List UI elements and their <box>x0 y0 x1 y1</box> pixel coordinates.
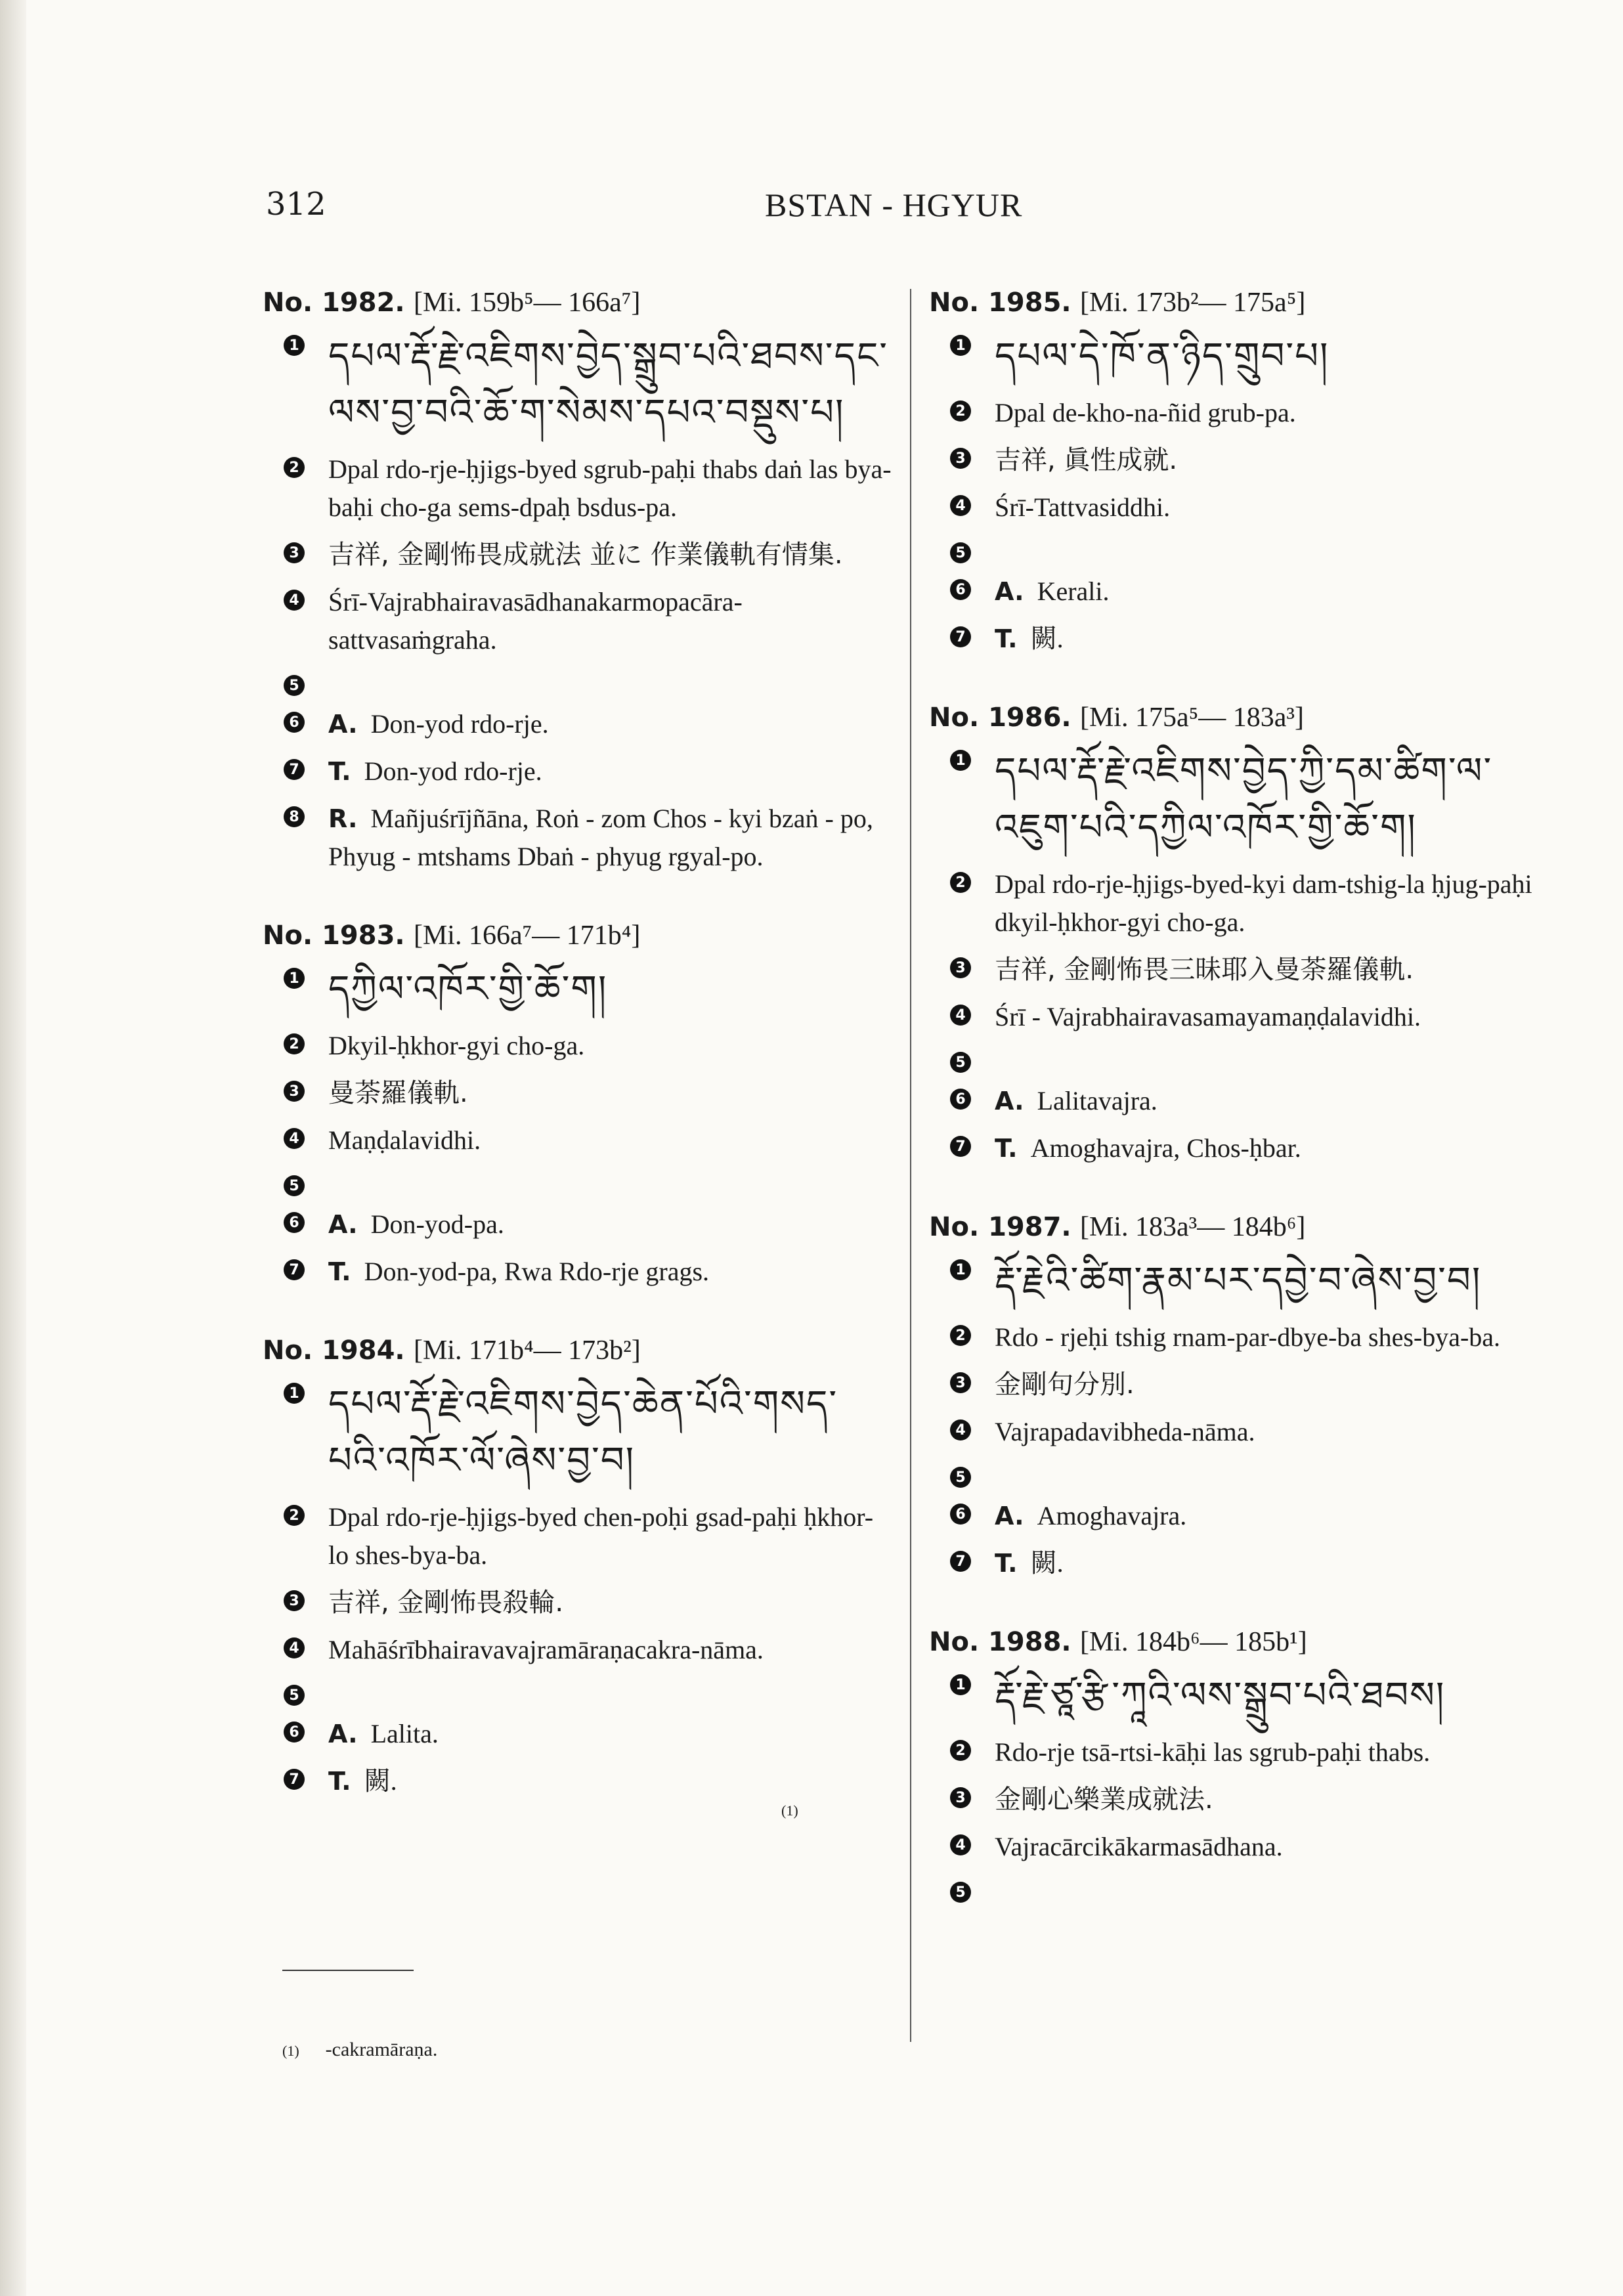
entry-field <box>263 1631 893 1669</box>
attribution-value: Don-yod rdo-rje. <box>370 709 549 739</box>
entry-field <box>263 705 893 743</box>
entry-field <box>263 1205 893 1244</box>
field-number-badge: 7 <box>950 1551 971 1572</box>
field-number-badge: 6 <box>284 712 305 733</box>
transliteration-text: Maṇḍalavidhi. <box>328 1125 481 1155</box>
field-number-badge: 4 <box>950 1005 971 1026</box>
entry-field <box>929 488 1559 527</box>
entry-field <box>929 1253 1559 1309</box>
folio-reference: [Mi. 159b⁵— 166a⁷] <box>413 288 641 318</box>
entry-heading <box>929 282 1559 328</box>
footnote-mark: (1) <box>282 2043 299 2059</box>
field-number-badge: 2 <box>950 1740 971 1761</box>
field-number-badge: 4 <box>950 1834 971 1855</box>
attribution-value: Amoghavajra. <box>1037 1501 1187 1530</box>
entry-field <box>263 800 893 876</box>
field-number-badge: 4 <box>284 590 305 611</box>
entry-field <box>263 1498 893 1574</box>
transliteration-text: Rdo - rjeḥi tshig rnam-par-dbye-ba shes-bya-ba. <box>995 1322 1501 1352</box>
entry-field <box>929 951 1559 989</box>
attribution-text <box>995 573 1559 611</box>
field-number-badge: 6 <box>950 1504 971 1525</box>
field-number-badge: 3 <box>284 1590 305 1611</box>
field-number-badge: 2 <box>950 1325 971 1346</box>
folio-reference: [Mi. 184b⁶— 185b¹] <box>1079 1627 1307 1657</box>
field-number-badge: 1 <box>950 1674 971 1695</box>
catalog-entry <box>263 282 893 876</box>
attribution-label: A. <box>328 1720 358 1748</box>
field-number-badge: 3 <box>284 542 305 563</box>
field-number-badge: 3 <box>950 1372 971 1393</box>
field-number-badge: 4 <box>950 1419 971 1440</box>
entry-field <box>263 668 893 696</box>
entry-field <box>263 1121 893 1159</box>
entry-field <box>929 1875 1559 1903</box>
transliteration-text: Mahāśrībhairavavajramāraṇacakra-nāma. <box>328 1635 764 1664</box>
attribution-label: T. <box>328 1257 351 1286</box>
attribution-value: Don-yod rdo-rje. <box>364 756 542 786</box>
entry-field <box>929 573 1559 611</box>
attribution-label: A. <box>995 577 1024 606</box>
entry-field <box>263 1715 893 1753</box>
attribution-text <box>328 1205 893 1244</box>
attribution-label: T. <box>995 624 1018 653</box>
footnote <box>282 2039 437 2061</box>
folio-reference: [Mi. 175a⁵— 183a³] <box>1079 703 1304 733</box>
entry-field <box>929 441 1559 479</box>
entry-field <box>263 1584 893 1622</box>
field-number-badge: 5 <box>284 1175 305 1196</box>
entry-field <box>929 1045 1559 1073</box>
chinese-title: 吉祥, 金剛怖畏成就法 並に 作業儀軌有情集. <box>328 540 843 570</box>
transliteration-text: Dpal rdo-rje-ḥjigs-byed chen-poḥi gsad-paḥi ḥkhor-lo shes-bya-ba. <box>328 1502 874 1570</box>
entry-field <box>263 1253 893 1291</box>
entry-heading <box>929 1622 1559 1668</box>
field-number-badge: 5 <box>950 1052 971 1073</box>
field-number-badge: 3 <box>284 1081 305 1102</box>
attribution-value: 闕. <box>364 1766 397 1796</box>
entry-field <box>929 1082 1559 1120</box>
field-number-badge: 4 <box>950 495 971 516</box>
entry-field <box>263 752 893 791</box>
entry-field <box>263 961 893 1018</box>
attribution-label: T. <box>995 1549 1018 1578</box>
catalog-entry <box>929 1207 1559 1582</box>
field-number-badge: 3 <box>950 1787 971 1808</box>
tibetan-title: དཀྱིལ་འཁོར་གྱི་ཆོ་ག། <box>328 968 608 1010</box>
catalog-entry <box>929 1622 1559 1903</box>
entry-field <box>929 620 1559 658</box>
transliteration-text: Śrī-Vajrabhairavasādhanakarmopacāra-sattvasaṁgraha. <box>328 587 743 655</box>
folio-reference: [Mi. 173b²— 175a⁵] <box>1079 288 1306 318</box>
field-number-badge: 5 <box>950 1467 971 1488</box>
transliteration-text: Dpal rdo-rje-ḥjigs-byed sgrub-paḥi thabs daṅ las bya-baḥi cho-ga sems-dpaḥ bsdus-pa. <box>328 454 892 522</box>
folio-reference: [Mi. 183a³— 184b⁶] <box>1079 1212 1306 1242</box>
field-number-badge: 3 <box>950 448 971 469</box>
entry-field <box>929 998 1559 1036</box>
attribution-label: A. <box>328 1210 358 1239</box>
field-number-badge: 1 <box>950 1259 971 1280</box>
entry-field <box>263 1169 893 1196</box>
field-number-badge: 1 <box>950 335 971 356</box>
attribution-value: Lalita. <box>370 1719 439 1748</box>
field-number-badge: 6 <box>284 1722 305 1743</box>
attribution-label: T. <box>328 1767 351 1796</box>
attribution-label: A. <box>995 1087 1024 1116</box>
footnote-text: -cakramāraṇa. <box>325 2039 438 2060</box>
attribution-label: R. <box>328 804 358 833</box>
field-number-badge: 6 <box>950 1089 971 1110</box>
chinese-title: 金剛心樂業成就法. <box>995 1785 1213 1815</box>
entry-field <box>263 1678 893 1706</box>
attribution-text <box>328 1762 893 1800</box>
catalog-entry <box>929 697 1559 1167</box>
left-column <box>263 282 893 1840</box>
attribution-text <box>995 1082 1559 1120</box>
transliteration-text: Dkyil-ḥkhor-gyi cho-ga. <box>328 1031 585 1060</box>
entry-field <box>929 1366 1559 1404</box>
field-number-badge: 7 <box>950 1136 971 1157</box>
entry-field <box>929 536 1559 563</box>
chinese-title: 吉祥, 金剛怖畏殺輪. <box>328 1588 564 1618</box>
field-number-badge: 1 <box>284 335 305 356</box>
entry-field <box>929 1781 1559 1819</box>
page-edge-shadow <box>0 0 26 2296</box>
entry-field <box>263 1027 893 1065</box>
field-number-badge: 1 <box>284 968 305 989</box>
entry-field <box>929 1460 1559 1488</box>
field-number-badge: 7 <box>284 1259 305 1280</box>
chinese-title: 吉祥, 金剛怖畏三昧耶入曼荼羅儀軌. <box>995 955 1414 985</box>
entry-number: No. 1984. <box>263 1335 405 1366</box>
transliteration-text: Śrī - Vajrabhairavasamayamaṇḍalavidhi. <box>995 1002 1421 1031</box>
entry-heading <box>263 1330 893 1376</box>
attribution-text <box>328 800 893 876</box>
field-number-badge: 6 <box>284 1212 305 1233</box>
tibetan-title: རྡོ་རྗེ་ཙཱ་རྩི་ཀཱའི་ལས་སྒྲུབ་པའི་ཐབས། <box>995 1674 1446 1717</box>
transliteration-text: Rdo-rje tsā-rtsi-kāḥi las sgrub-paḥi thabs. <box>995 1737 1431 1767</box>
field-number-badge: 2 <box>950 401 971 422</box>
field-number-badge: 8 <box>284 806 305 827</box>
field-number-badge: 2 <box>284 457 305 478</box>
tibetan-title: དཔལ་རྡོ་རྗེ་འཇིགས་བྱེད་སྒྲུབ་པའི་ཐབས་དང་ལས་བྱ་བའི་ཆོ་ག་སེམས་དཔའ་བསྡུས་པ། <box>328 335 889 434</box>
transliteration-text: Śrī-Tattvasiddhi. <box>995 492 1171 522</box>
entry-field <box>929 865 1559 942</box>
entry-field <box>929 1544 1559 1582</box>
attribution-value: Don-yod-pa. <box>370 1209 504 1239</box>
attribution-value: 闕. <box>1030 1548 1064 1578</box>
catalog-entry <box>929 282 1559 658</box>
field-number-badge: 7 <box>950 626 971 647</box>
entry-field <box>929 328 1559 385</box>
catalog-entry <box>263 915 893 1291</box>
field-number-badge: 3 <box>950 957 971 978</box>
transliteration-text: Vajracārcikākarmasādhana. <box>995 1832 1283 1861</box>
tibetan-title: དཔལ་རྡོ་རྗེ་འཇིགས་བྱེད་ཀྱི་དམ་ཚིག་ལ་འཇུག་པའི་དཀྱིལ་འཁོར་གྱི་ཆོ་ག། <box>995 750 1493 849</box>
entry-field <box>263 1762 893 1800</box>
attribution-text <box>328 705 893 743</box>
entry-heading <box>929 1207 1559 1253</box>
attribution-value: 闕. <box>1030 624 1064 653</box>
attribution-text <box>328 1715 893 1753</box>
running-head: BSTAN - HGYUR <box>765 186 1023 223</box>
entry-field <box>929 1828 1559 1866</box>
attribution-text <box>328 1253 893 1291</box>
entry-field <box>263 450 893 527</box>
attribution-text <box>328 752 893 791</box>
attribution-value: Mañjuśrījñāna, Roṅ - zom Chos - kyi bzaṅ - po, Phyug - mtshams Dbaṅ - phyug rgyal-po. <box>328 804 873 871</box>
tibetan-title: དཔལ་དེ་ཁོ་ན་ཉིད་གྲུབ་པ། <box>995 335 1330 378</box>
attribution-text <box>995 1544 1559 1582</box>
entry-field <box>929 1668 1559 1724</box>
transliteration-text: Vajrapadavibheda-nāma. <box>995 1417 1255 1446</box>
entry-field <box>929 743 1559 856</box>
column-divider <box>910 289 911 2042</box>
page-number: 312 <box>266 186 326 223</box>
right-column <box>929 282 1559 1942</box>
field-number-badge: 1 <box>284 1383 305 1404</box>
field-number-badge: 6 <box>950 579 971 600</box>
entry-heading <box>263 915 893 961</box>
entry-field <box>929 1733 1559 1771</box>
entry-field <box>263 536 893 574</box>
field-number-badge: 5 <box>950 1882 971 1903</box>
entry-number: No. 1987. <box>929 1212 1071 1242</box>
catalog-entry <box>263 1330 893 1800</box>
entry-number: No. 1982. <box>263 288 405 318</box>
chinese-title: 吉祥, 眞性成就. <box>995 445 1178 475</box>
field-number-badge: 1 <box>950 750 971 771</box>
field-number-badge: 2 <box>950 872 971 893</box>
chinese-title: 金剛句分別. <box>995 1370 1135 1400</box>
field-number-badge: 7 <box>284 759 305 780</box>
entry-number: No. 1988. <box>929 1627 1071 1657</box>
attribution-text <box>995 1129 1559 1167</box>
entry-heading <box>263 282 893 328</box>
entry-field <box>263 328 893 441</box>
tibetan-title: རྡོ་རྗེའི་ཚིག་རྣམ་པར་དབྱེ་བ་ཞེས་བྱ་བ། <box>995 1259 1482 1302</box>
attribution-text <box>995 620 1559 658</box>
field-number-badge: 2 <box>284 1033 305 1054</box>
attribution-value: Amoghavajra, Chos-ḥbar. <box>1030 1133 1301 1163</box>
attribution-label: A. <box>328 710 358 739</box>
entry-field <box>929 394 1559 432</box>
attribution-value: Don-yod-pa, Rwa Rdo-rje grags. <box>364 1257 710 1286</box>
field-number-badge: 5 <box>284 675 305 696</box>
folio-reference: [Mi. 166a⁷— 171b⁴] <box>413 921 641 951</box>
attribution-label: A. <box>995 1502 1024 1530</box>
footnote-rule <box>282 1970 414 1971</box>
field-number-badge: 4 <box>284 1128 305 1149</box>
entry-field <box>929 1318 1559 1356</box>
attribution-text <box>995 1497 1559 1535</box>
transliteration-text: Dpal de-kho-na-ñid grub-pa. <box>995 398 1296 427</box>
entry-field <box>929 1129 1559 1167</box>
tibetan-title: དཔལ་རྡོ་རྗེ་འཇིགས་བྱེད་ཆེན་པོའི་གསད་པའི་འཁོར་ལོ་ཞེས་བྱ་བ། <box>328 1383 838 1482</box>
attribution-value: Kerali. <box>1037 576 1110 606</box>
entry-heading <box>929 697 1559 743</box>
entry-field <box>929 1497 1559 1535</box>
field-number-badge: 7 <box>284 1769 305 1790</box>
entry-number: No. 1983. <box>263 921 405 951</box>
entry-field <box>263 1074 893 1112</box>
footnote-reference: (1) <box>781 1802 798 1819</box>
attribution-label: T. <box>995 1134 1018 1163</box>
chinese-title: 曼荼羅儀軌. <box>328 1078 468 1108</box>
transliteration-text: Dpal rdo-rje-ḥjigs-byed-kyi dam-tshig-la ḥjug-paḥi dkyil-ḥkhor-gyi cho-ga. <box>995 869 1532 937</box>
entry-field <box>263 583 893 659</box>
entry-field <box>263 1376 893 1489</box>
folio-reference: [Mi. 171b⁴— 173b²] <box>413 1335 641 1366</box>
field-number-badge: 5 <box>950 542 971 563</box>
field-number-badge: 2 <box>284 1505 305 1526</box>
field-number-badge: 4 <box>284 1637 305 1658</box>
attribution-label: T. <box>328 757 351 786</box>
entry-number: No. 1986. <box>929 703 1071 733</box>
field-number-badge: 5 <box>284 1685 305 1706</box>
attribution-value: Lalitavajra. <box>1037 1086 1158 1116</box>
entry-number: No. 1985. <box>929 288 1071 318</box>
entry-field <box>929 1413 1559 1451</box>
